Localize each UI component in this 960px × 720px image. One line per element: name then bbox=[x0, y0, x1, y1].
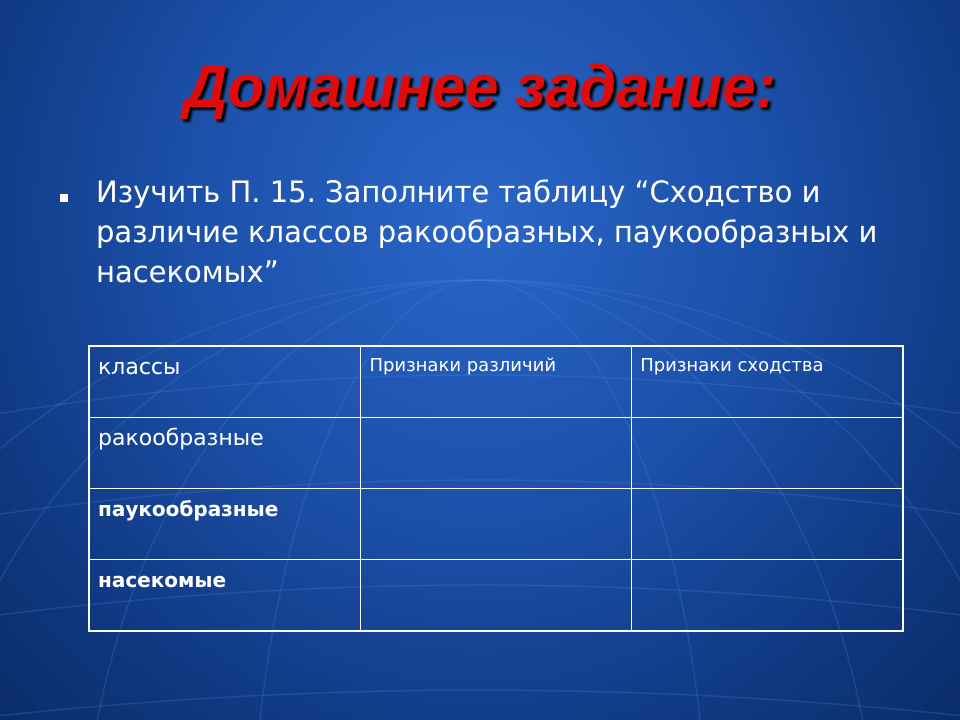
header-cell-differences: Признаки различий bbox=[361, 346, 632, 418]
row-label-insects: насекомые bbox=[89, 560, 361, 632]
table-row bbox=[89, 560, 903, 632]
slide-title: Домашнее задание: bbox=[184, 53, 776, 120]
row-label-crustaceans: ракообразные bbox=[89, 418, 361, 489]
table-cell bbox=[632, 418, 903, 489]
table-cell bbox=[632, 489, 903, 560]
homework-table bbox=[88, 345, 904, 632]
table-cell bbox=[361, 560, 632, 632]
header-cell-similarities: Признаки сходства bbox=[632, 346, 903, 418]
table-row bbox=[89, 489, 903, 560]
square-bullet-icon bbox=[60, 194, 68, 202]
header-cell-classes: классы bbox=[89, 346, 361, 418]
table-cell bbox=[361, 489, 632, 560]
table-row bbox=[89, 418, 903, 489]
row-label-arachnids: паукообразные bbox=[89, 489, 361, 560]
table-cell bbox=[361, 418, 632, 489]
table-cell bbox=[632, 560, 903, 632]
table-header-row bbox=[89, 346, 903, 418]
bullet-text: Изучить П. 15. Заполните таблицу “Сходство и различие классов ракообразных, паукообразных и насекомых” bbox=[96, 175, 878, 289]
